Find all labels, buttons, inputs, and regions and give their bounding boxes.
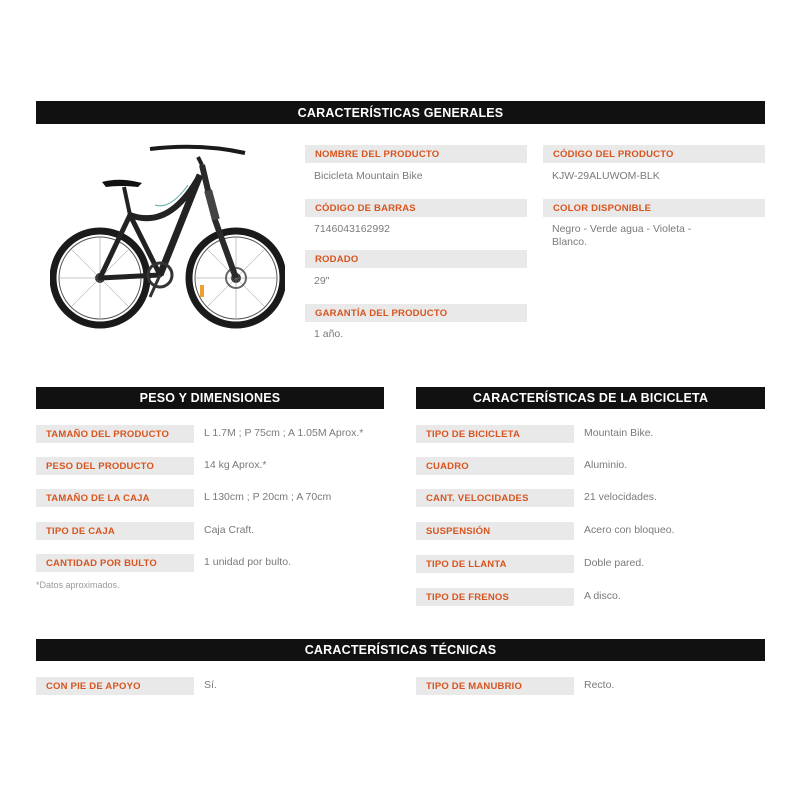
datos-aproximados-note: *Datos aproximados. [36, 580, 120, 590]
value-garantia: 1 año. [314, 328, 344, 340]
label-codigo-barras: CÓDIGO DE BARRAS [305, 199, 527, 217]
peso-header: PESO Y DIMENSIONES [36, 387, 384, 409]
label-cant-velocidades: CANT. VELOCIDADES [416, 489, 574, 507]
value-suspension: Acero con bloqueo. [584, 524, 675, 536]
label-tamano-producto: TAMAÑO DEL PRODUCTO [36, 425, 194, 443]
label-tipo-manubrio: TIPO DE MANUBRIO [416, 677, 574, 695]
value-rodado: 29" [314, 275, 330, 287]
label-tamano-caja: TAMAÑO DE LA CAJA [36, 489, 194, 507]
value-tamano-caja: L 130cm ; P 20cm ; A 70cm [204, 491, 332, 503]
label-tipo-frenos: TIPO DE FRENOS [416, 588, 574, 606]
label-pie-apoyo: CON PIE DE APOYO [36, 677, 194, 695]
label-tipo-caja: TIPO DE CAJA [36, 522, 194, 540]
tecnicas-header: CARACTERÍSTICAS TÉCNICAS [36, 639, 765, 661]
value-tipo-bicicleta: Mountain Bike. [584, 427, 654, 439]
value-peso-producto: 14 kg Aprox.* [204, 459, 267, 471]
value-tipo-llanta: Doble pared. [584, 557, 645, 569]
label-peso-producto: PESO DEL PRODUCTO [36, 457, 194, 475]
value-tamano-producto: L 1.7M ; P 75cm ; A 1.05M Aprox.* [204, 427, 364, 439]
value-nombre-producto: Bicicleta Mountain Bike [314, 170, 423, 182]
label-rodado: RODADO [305, 250, 527, 268]
label-garantia: GARANTÍA DEL PRODUCTO [305, 304, 527, 322]
value-pie-apoyo: Sí. [204, 679, 217, 691]
value-tipo-manubrio: Recto. [584, 679, 615, 691]
value-cantidad-bulto: 1 unidad por bulto. [204, 556, 291, 568]
bicycle-image [50, 135, 285, 365]
label-tipo-bicicleta: TIPO DE BICICLETA [416, 425, 574, 443]
general-header: CARACTERÍSTICAS GENERALES [36, 101, 765, 124]
label-nombre-producto: NOMBRE DEL PRODUCTO [305, 145, 527, 163]
label-cantidad-bulto: CANTIDAD POR BULTO [36, 554, 194, 572]
bicicleta-header: CARACTERÍSTICAS DE LA BICICLETA [416, 387, 765, 409]
label-suspension: SUSPENSIÓN [416, 522, 574, 540]
value-codigo-barras: 7146043162992 [314, 223, 390, 235]
value-cuadro: Aluminio. [584, 459, 628, 471]
label-codigo-producto: CÓDIGO DEL PRODUCTO [543, 145, 765, 163]
label-color-disponible: COLOR DISPONIBLE [543, 199, 765, 217]
value-codigo-producto: KJW-29ALUWOM-BLK [552, 170, 660, 182]
label-tipo-llanta: TIPO DE LLANTA [416, 555, 574, 573]
label-cuadro: CUADRO [416, 457, 574, 475]
value-tipo-frenos: A disco. [584, 590, 621, 602]
value-color-disponible: Negro - Verde agua - Violeta - Blanco. [552, 223, 692, 248]
value-cant-velocidades: 21 velocidades. [584, 491, 657, 503]
value-tipo-caja: Caja Craft. [204, 524, 255, 536]
